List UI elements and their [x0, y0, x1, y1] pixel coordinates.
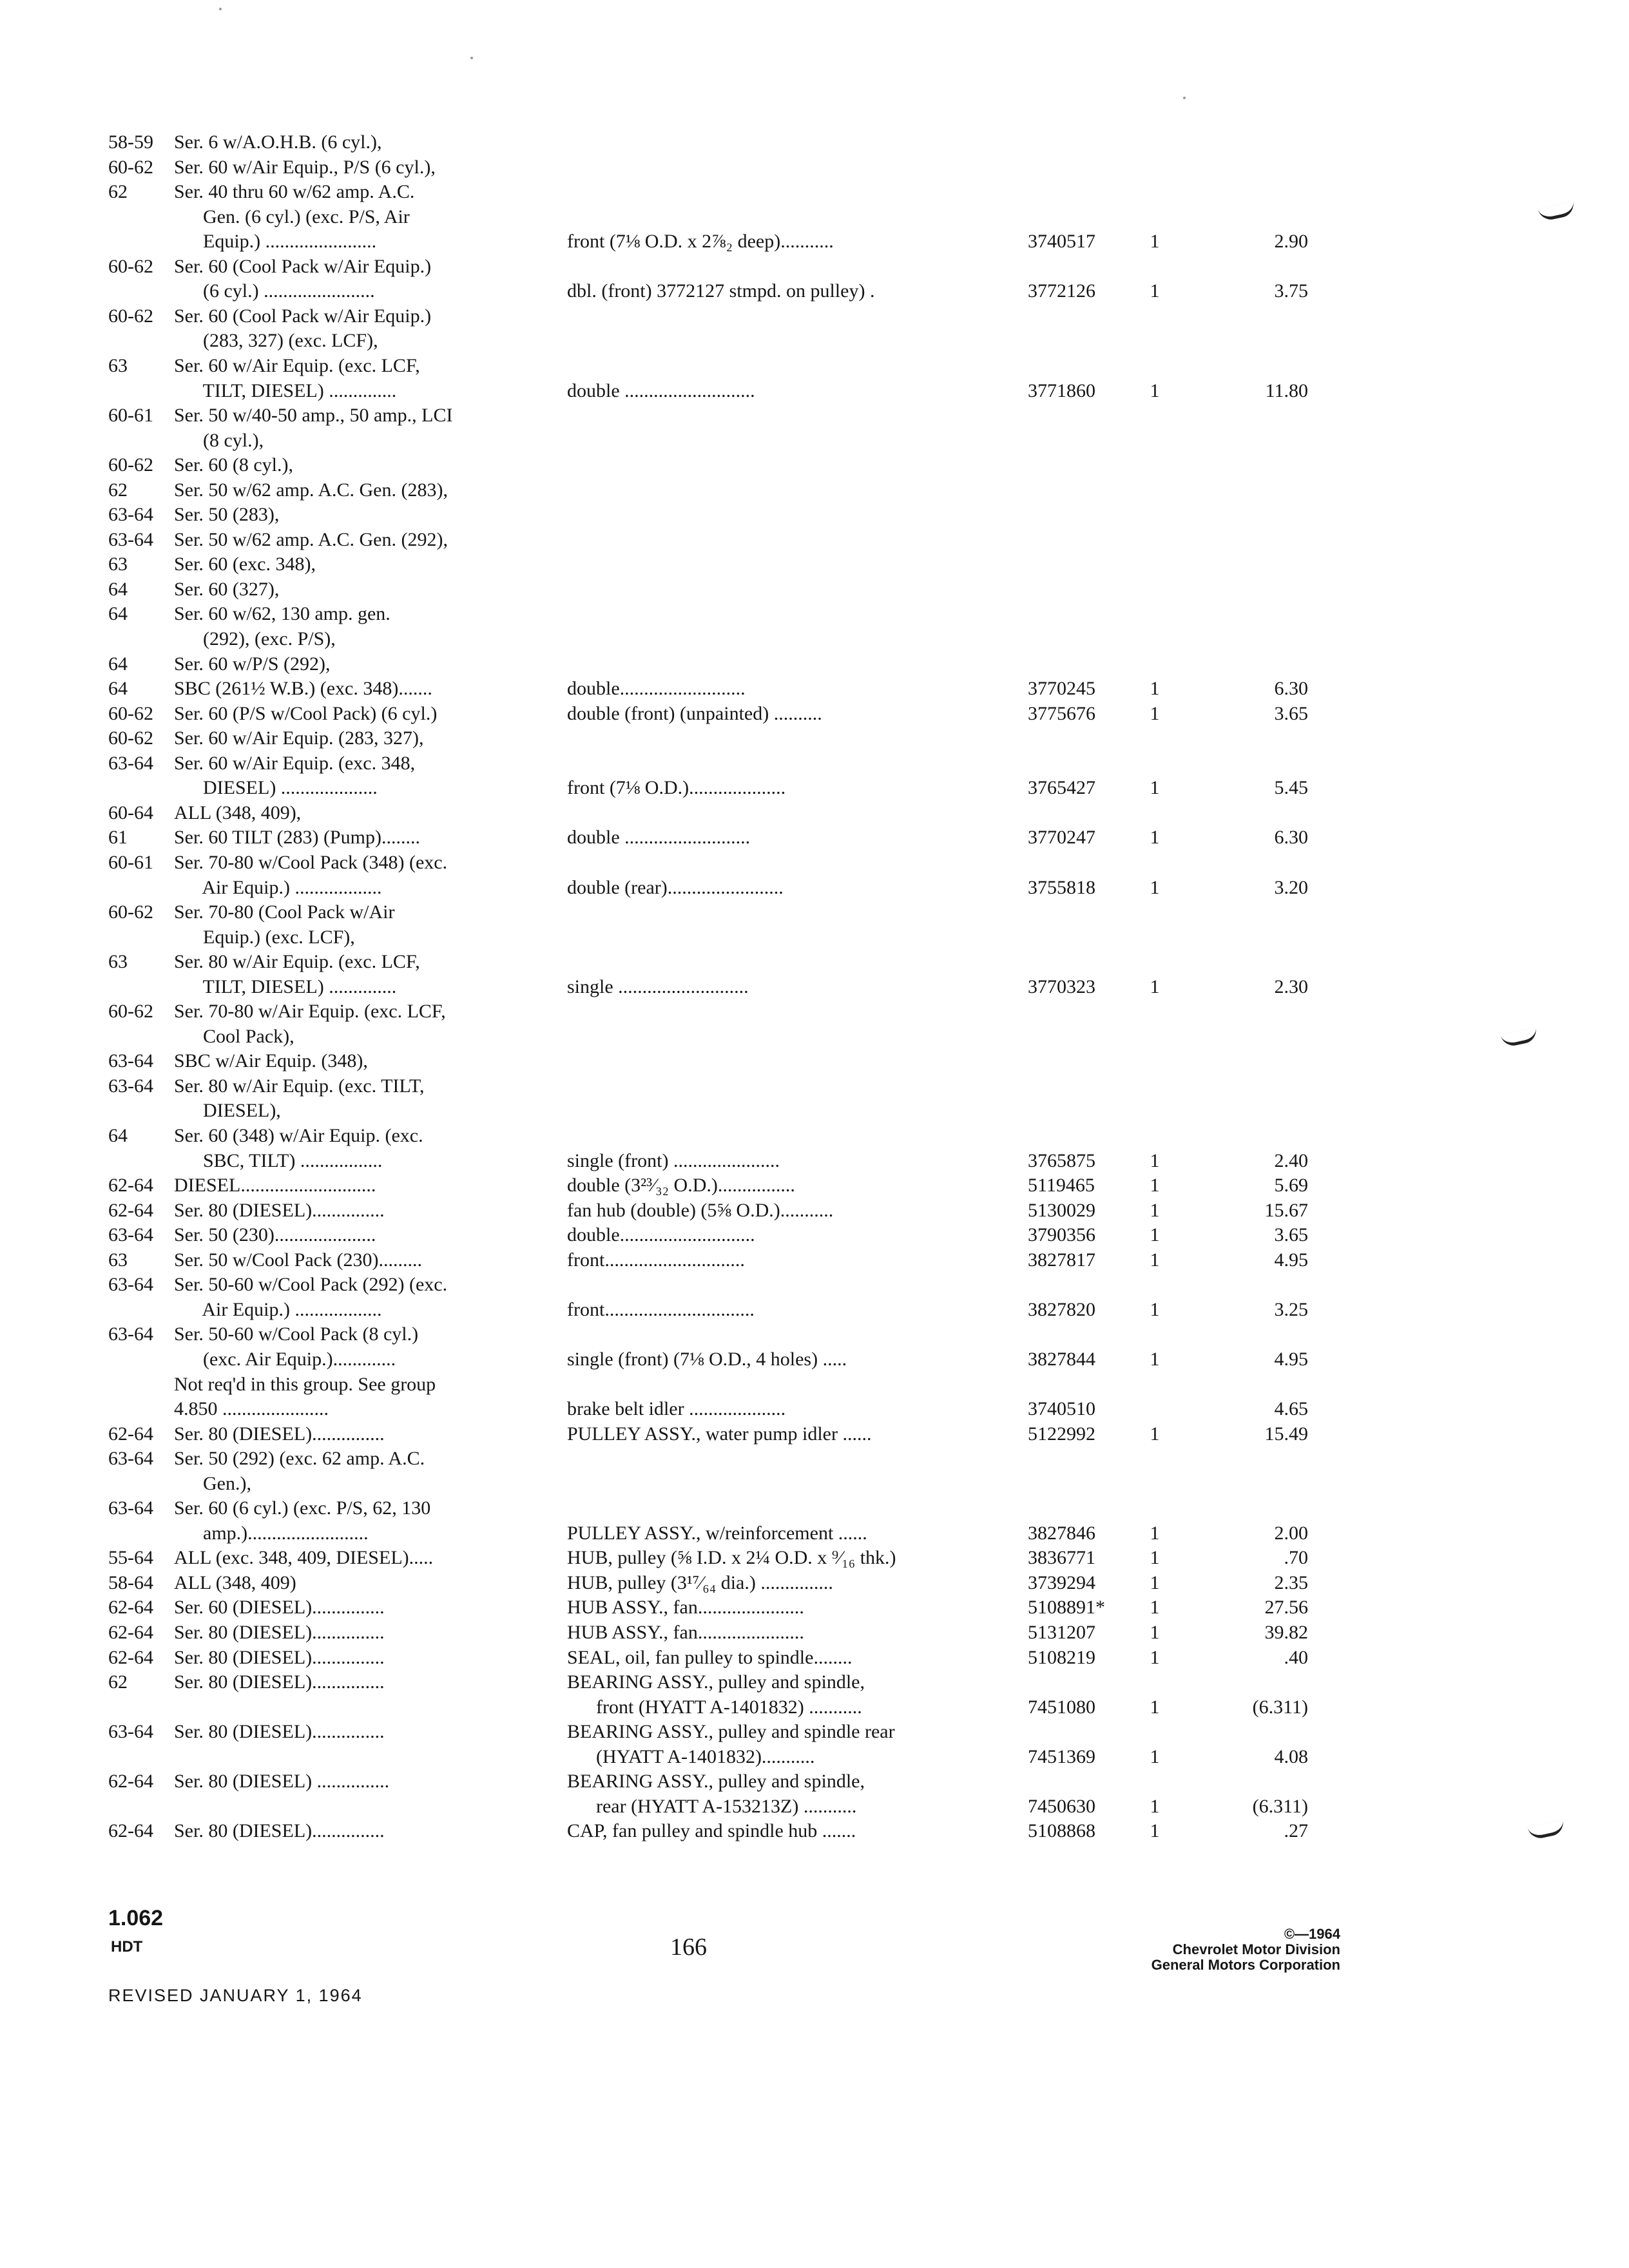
description-cell: single ........................... [567, 976, 749, 997]
description-cell: CAP, fan pulley and spindle hub ....... [567, 1820, 856, 1841]
application-cell: Ser. 50 w/Cool Pack (230)......... [174, 1249, 422, 1271]
application-cell: Ser. 50 w/62 amp. A.C. Gen. (283), [174, 479, 448, 501]
application-cell: Ser. 80 (DIESEL)............... [174, 1671, 385, 1693]
price-cell: 2.35 [1274, 1572, 1308, 1593]
quantity-cell: 1 [1150, 280, 1160, 302]
year-cell: 62-64 [108, 1622, 153, 1643]
quantity-cell: 1 [1150, 1820, 1160, 1841]
price-cell: 4.95 [1274, 1249, 1308, 1271]
description-cell: BEARING ASSY., pulley and spindle rear [567, 1721, 895, 1742]
quantity-cell: 1 [1150, 1572, 1160, 1593]
description-cell: front............................... [567, 1299, 755, 1320]
part-number-cell: 7450630 [1028, 1796, 1095, 1817]
application-cell: Ser. 80 (DIESEL)............... [174, 1423, 385, 1445]
year-cell: 64 [108, 1125, 128, 1146]
application-cell: SBC w/Air Equip. (348), [174, 1050, 368, 1072]
price-cell: .70 [1284, 1547, 1308, 1568]
application-cell: Ser. 80 (DIESEL)............... [174, 1820, 385, 1841]
year-cell: 60-62 [108, 157, 153, 178]
price-cell: 3.65 [1274, 1224, 1308, 1245]
price-cell: 2.30 [1274, 976, 1308, 997]
price-cell: 2.90 [1274, 231, 1308, 252]
application-cell: Ser. 60 TILT (283) (Pump)........ [174, 827, 420, 848]
application-cell: Ser. 60 (Cool Pack w/Air Equip.) [174, 305, 432, 327]
application-cell: Not req'd in this group. See group [174, 1374, 436, 1395]
description-cell: fan hub (double) (5⅝ O.D.)........... [567, 1200, 834, 1221]
application-cell: SBC, TILT) ................. [174, 1150, 383, 1171]
part-number-cell: 7451369 [1028, 1746, 1095, 1767]
application-cell: ALL (348, 409) [174, 1572, 296, 1593]
price-cell: 3.25 [1274, 1299, 1308, 1320]
section-sub: HDT [111, 1938, 143, 1956]
year-cell: 60-62 [108, 256, 153, 277]
year-cell: 63-64 [108, 529, 153, 550]
copyright-corporation: General Motors Corporation [1151, 1957, 1340, 1973]
year-cell: 60-62 [108, 901, 153, 923]
part-number-cell: 3765427 [1028, 777, 1095, 798]
description-cell: BEARING ASSY., pulley and spindle, [567, 1771, 865, 1792]
year-cell: 58-59 [108, 131, 153, 153]
year-cell: 62-64 [108, 1820, 153, 1841]
description-cell: double (front) (unpainted) .......... [567, 703, 822, 724]
part-number-cell: 5130029 [1028, 1200, 1095, 1221]
price-cell: .40 [1284, 1647, 1308, 1668]
part-number-cell: 3755818 [1028, 877, 1095, 898]
application-cell: TILT, DIESEL) .............. [174, 380, 397, 401]
price-cell: 27.56 [1264, 1597, 1308, 1618]
year-cell: 62-64 [108, 1175, 153, 1196]
application-cell: Ser. 50-60 w/Cool Pack (8 cyl.) [174, 1323, 419, 1345]
application-cell: Ser. 80 (DIESEL)............... [174, 1721, 385, 1742]
quantity-cell: 1 [1150, 1175, 1160, 1196]
year-cell: 63-64 [108, 1050, 153, 1072]
description-cell: front (7⅛ O.D. x 2⅞₂ deep)........... [567, 231, 834, 252]
page-number: 166 [670, 1934, 707, 1961]
quantity-cell: 1 [1150, 703, 1160, 724]
application-cell: Ser. 60 (DIESEL)............... [174, 1597, 385, 1618]
year-cell: 62-64 [108, 1423, 153, 1445]
description-cell: double (rear)........................ [567, 877, 784, 898]
price-cell: .27 [1284, 1820, 1308, 1841]
year-cell: 63 [108, 1249, 128, 1271]
application-cell: Cool Pack), [174, 1026, 294, 1047]
year-cell: 63-64 [108, 1721, 153, 1742]
year-cell: 63-64 [108, 1448, 153, 1469]
description-cell: PULLEY ASSY., water pump idler ...... [567, 1423, 872, 1445]
part-number-cell: 3770245 [1028, 678, 1095, 699]
part-number-cell: 3739294 [1028, 1572, 1095, 1593]
quantity-cell: 1 [1150, 976, 1160, 997]
description-cell: double .......................... [567, 827, 751, 848]
part-number-cell: 5122992 [1028, 1423, 1095, 1445]
application-cell: Ser. 80 (DIESEL)............... [174, 1647, 385, 1668]
price-cell: 2.40 [1274, 1150, 1308, 1171]
application-cell: Ser. 60 (8 cyl.), [174, 454, 293, 476]
application-cell: Ser. 50 w/40-50 amp., 50 amp., LCI [174, 405, 453, 426]
year-cell: 63-64 [108, 1075, 153, 1097]
application-cell: Ser. 70-80 (Cool Pack w/Air [174, 901, 395, 923]
part-number-cell: 3827817 [1028, 1249, 1095, 1271]
application-cell: Ser. 80 (DIESEL) ............... [174, 1771, 390, 1792]
description-cell: single (front) (7⅛ O.D., 4 holes) ..... [567, 1349, 847, 1370]
part-number-cell: 3827844 [1028, 1349, 1095, 1370]
application-cell: Air Equip.) .................. [174, 877, 382, 898]
year-cell: 61 [108, 827, 128, 848]
application-cell: Ser. 60 w/Air Equip., P/S (6 cyl.), [174, 157, 436, 178]
application-cell: Ser. 60 (327), [174, 579, 280, 600]
description-cell: double............................ [567, 1224, 755, 1245]
application-cell: Ser. 60 w/Air Equip. (283, 327), [174, 727, 424, 749]
description-cell: BEARING ASSY., pulley and spindle, [567, 1671, 865, 1693]
year-cell: 63-64 [108, 753, 153, 774]
application-cell: Ser. 80 (DIESEL)............... [174, 1200, 385, 1221]
application-cell: Air Equip.) .................. [174, 1299, 382, 1320]
application-cell: Ser. 50 (292) (exc. 62 amp. A.C. [174, 1448, 425, 1469]
year-cell: 62-64 [108, 1597, 153, 1618]
application-cell: Ser. 60 (Cool Pack w/Air Equip.) [174, 256, 432, 277]
description-cell: double (3²³⁄₃₂ O.D.)................ [567, 1175, 795, 1196]
quantity-cell: 1 [1150, 1299, 1160, 1320]
part-number-cell: 3771860 [1028, 380, 1095, 401]
description-cell: HUB, pulley (3¹⁷⁄₆₄ dia.) ............... [567, 1572, 833, 1593]
copyright-year: ©—1964 [1284, 1926, 1340, 1942]
year-cell: 63-64 [108, 504, 153, 525]
year-cell: 62-64 [108, 1200, 153, 1221]
price-cell: 39.82 [1264, 1622, 1308, 1643]
application-cell: ALL (348, 409), [174, 802, 302, 823]
quantity-cell: 1 [1150, 231, 1160, 252]
price-cell: 6.30 [1274, 678, 1308, 699]
description-cell: front............................. [567, 1249, 745, 1271]
application-cell: Ser. 60 (P/S w/Cool Pack) (6 cyl.) [174, 703, 438, 724]
year-cell: 64 [108, 678, 128, 699]
year-cell: 63-64 [108, 1497, 153, 1519]
year-cell: 64 [108, 653, 128, 675]
quantity-cell: 1 [1150, 1349, 1160, 1370]
price-cell: 6.30 [1274, 827, 1308, 848]
year-cell: 63 [108, 553, 128, 575]
application-cell: Ser. 60 w/Air Equip. (exc. 348, [174, 753, 416, 774]
quantity-cell: 1 [1150, 1597, 1160, 1618]
price-cell: 5.45 [1274, 777, 1308, 798]
year-cell: 64 [108, 579, 128, 600]
price-cell: 3.20 [1274, 877, 1308, 898]
year-cell: 60-62 [108, 454, 153, 476]
quantity-cell: 1 [1150, 1746, 1160, 1767]
application-cell: (exc. Air Equip.)............. [174, 1349, 396, 1370]
quantity-cell: 1 [1150, 678, 1160, 699]
description-cell: double.......................... [567, 678, 746, 699]
year-cell: 63 [108, 951, 128, 972]
part-number-cell: 7451080 [1028, 1696, 1095, 1718]
price-cell: 3.65 [1274, 703, 1308, 724]
revision-date: REVISED JANUARY 1, 1964 [108, 1986, 363, 2005]
application-cell: Ser. 60 (exc. 348), [174, 553, 316, 575]
quantity-cell: 1 [1150, 1647, 1160, 1668]
year-cell: 60-62 [108, 703, 153, 724]
application-cell: Equip.) ....................... [174, 231, 377, 252]
application-cell: ALL (exc. 348, 409, DIESEL)..... [174, 1547, 434, 1568]
description-cell: rear (HYATT A-153213Z) ........... [567, 1796, 857, 1817]
description-cell: double ........................... [567, 380, 755, 401]
price-cell: 15.49 [1264, 1423, 1308, 1445]
part-number-cell: 3772126 [1028, 280, 1095, 302]
application-cell: 4.850 ...................... [174, 1398, 329, 1419]
description-cell: (HYATT A-1401832)........... [567, 1746, 815, 1767]
price-cell: 2.00 [1274, 1523, 1308, 1544]
price-cell: (6.311) [1252, 1696, 1308, 1718]
price-cell: 11.80 [1265, 380, 1308, 401]
application-cell: (6 cyl.) ....................... [174, 280, 375, 302]
application-cell: Ser. 50-60 w/Cool Pack (292) (exc. [174, 1274, 448, 1295]
year-cell: 62-64 [108, 1647, 153, 1668]
description-cell: HUB ASSY., fan...................... [567, 1622, 804, 1643]
application-cell: Gen. (6 cyl.) (exc. P/S, Air [174, 206, 410, 227]
application-cell: Ser. 60 (6 cyl.) (exc. P/S, 62, 130 [174, 1497, 431, 1519]
year-cell: 63-64 [108, 1323, 153, 1345]
quantity-cell: 1 [1150, 1200, 1160, 1221]
part-number-cell: 3836771 [1028, 1547, 1095, 1568]
application-cell: (292), (exc. P/S), [174, 628, 336, 649]
price-cell: 3.75 [1274, 280, 1308, 302]
scan-speck [219, 8, 222, 10]
year-cell: 62 [108, 181, 128, 202]
copyright-division: Chevrolet Motor Division [1172, 1941, 1340, 1957]
section-number: 1.062 [108, 1906, 164, 1930]
application-cell: DIESEL............................ [174, 1175, 376, 1196]
part-number-cell: 3790356 [1028, 1224, 1095, 1245]
scan-speck [470, 57, 473, 59]
application-cell: Ser. 70-80 w/Cool Pack (348) (exc. [174, 852, 448, 873]
application-cell: Ser. 60 (348) w/Air Equip. (exc. [174, 1125, 423, 1146]
quantity-cell: 1 [1150, 1796, 1160, 1817]
application-cell: Ser. 60 w/62, 130 amp. gen. [174, 603, 390, 624]
year-cell: 60-62 [108, 305, 153, 327]
quantity-cell: 1 [1150, 1547, 1160, 1568]
year-cell: 60-62 [108, 727, 153, 749]
price-cell: 5.69 [1274, 1175, 1308, 1196]
part-number-cell: 3740510 [1028, 1398, 1095, 1419]
part-number-cell: 3827820 [1028, 1299, 1095, 1320]
part-number-cell: 3740517 [1028, 231, 1095, 252]
quantity-cell: 1 [1150, 777, 1160, 798]
description-cell: front (HYATT A-1401832) ........... [567, 1696, 862, 1718]
part-number-cell: 3775676 [1028, 703, 1095, 724]
description-cell: PULLEY ASSY., w/reinforcement ...... [567, 1523, 867, 1544]
quantity-cell: 1 [1150, 877, 1160, 898]
application-cell: SBC (261½ W.B.) (exc. 348)....... [174, 678, 432, 699]
quantity-cell: 1 [1150, 1696, 1160, 1718]
application-cell: Ser. 80 (DIESEL)............... [174, 1622, 385, 1643]
application-cell: Ser. 40 thru 60 w/62 amp. A.C. [174, 181, 415, 202]
quantity-cell: 1 [1150, 1423, 1160, 1445]
quantity-cell: 1 [1150, 827, 1160, 848]
part-number-cell: 3770247 [1028, 827, 1095, 848]
part-number-cell: 3827846 [1028, 1523, 1095, 1544]
application-cell: DIESEL) .................... [174, 777, 378, 798]
application-cell: DIESEL), [174, 1100, 281, 1121]
year-cell: 62-64 [108, 1771, 153, 1792]
year-cell: 62 [108, 1671, 128, 1693]
price-cell: 4.08 [1274, 1746, 1308, 1767]
year-cell: 55-64 [108, 1547, 153, 1568]
part-number-cell: 5131207 [1028, 1622, 1095, 1643]
year-cell: 60-61 [108, 852, 153, 873]
application-cell: Ser. 6 w/A.O.H.B. (6 cyl.), [174, 131, 382, 153]
price-cell: 15.67 [1264, 1200, 1308, 1221]
description-cell: front (7⅛ O.D.).................... [567, 777, 786, 798]
description-cell: HUB ASSY., fan...................... [567, 1597, 804, 1618]
application-cell: Gen.), [174, 1473, 251, 1494]
description-cell: HUB, pulley (⅝ I.D. x 2¼ O.D. x ⁹⁄₁₆ thk.) [567, 1547, 896, 1568]
year-cell: 63-64 [108, 1224, 153, 1245]
quantity-cell: 1 [1150, 1523, 1160, 1544]
description-cell: brake belt idler .................... [567, 1398, 786, 1419]
year-cell: 63 [108, 355, 128, 376]
description-cell: SEAL, oil, fan pulley to spindle........ [567, 1647, 853, 1668]
application-cell: Ser. 60 w/P/S (292), [174, 653, 331, 675]
part-number-cell: 5108219 [1028, 1647, 1095, 1668]
price-cell: 4.95 [1274, 1349, 1308, 1370]
quantity-cell: 1 [1150, 1249, 1160, 1271]
price-cell: 4.65 [1274, 1398, 1308, 1419]
application-cell: (8 cyl.), [174, 430, 264, 451]
quantity-cell: 1 [1150, 1150, 1160, 1171]
application-cell: Equip.) (exc. LCF), [174, 927, 355, 948]
quantity-cell: 1 [1150, 380, 1160, 401]
year-cell: 60-62 [108, 1001, 153, 1022]
part-number-cell: 5108891* [1028, 1597, 1105, 1618]
scan-speck [1183, 97, 1186, 99]
year-cell: 63-64 [108, 1274, 153, 1295]
description-cell: single (front) ...................... [567, 1150, 780, 1171]
year-cell: 60-64 [108, 802, 153, 823]
part-number-cell: 5108868 [1028, 1820, 1095, 1841]
quantity-cell: 1 [1150, 1224, 1160, 1245]
year-cell: 62 [108, 479, 128, 501]
quantity-cell: 1 [1150, 1622, 1160, 1643]
application-cell: amp.)......................... [174, 1523, 369, 1544]
application-cell: Ser. 80 w/Air Equip. (exc. TILT, [174, 1075, 425, 1097]
part-number-cell: 3765875 [1028, 1150, 1095, 1171]
year-cell: 58-64 [108, 1572, 153, 1593]
application-cell: Ser. 70-80 w/Air Equip. (exc. LCF, [174, 1001, 446, 1022]
price-cell: (6.311) [1252, 1796, 1308, 1817]
part-number-cell: 3770323 [1028, 976, 1095, 997]
year-cell: 60-61 [108, 405, 153, 426]
application-cell: Ser. 50 (283), [174, 504, 280, 525]
description-cell: dbl. (front) 3772127 stmpd. on pulley) . [567, 280, 875, 302]
application-cell: TILT, DIESEL) .............. [174, 976, 397, 997]
application-cell: (283, 327) (exc. LCF), [174, 330, 378, 351]
application-cell: Ser. 50 (230)..................... [174, 1224, 376, 1245]
year-cell: 64 [108, 603, 128, 624]
copyright-block [1095, 1927, 1340, 1973]
part-number-cell: 5119465 [1028, 1175, 1095, 1196]
application-cell: Ser. 50 w/62 amp. A.C. Gen. (292), [174, 529, 448, 550]
application-cell: Ser. 60 w/Air Equip. (exc. LCF, [174, 355, 420, 376]
application-cell: Ser. 80 w/Air Equip. (exc. LCF, [174, 951, 420, 972]
